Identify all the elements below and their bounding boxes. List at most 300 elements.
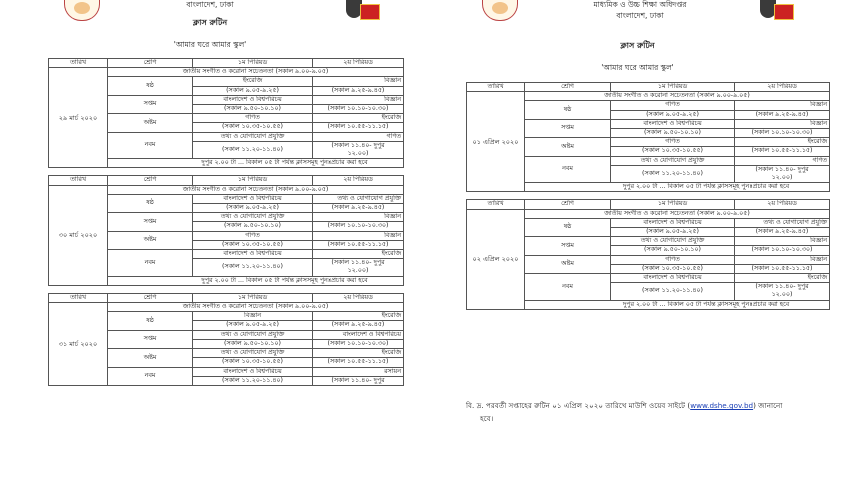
period1-time-text: (সকাল ১০.৩৫-১০.৫৫)	[642, 147, 703, 155]
period2-time	[313, 105, 404, 114]
period1-time	[611, 110, 735, 119]
page-title: ক্লাস রুটিন	[192, 18, 228, 27]
period1-subject	[193, 231, 313, 240]
period2-subject	[313, 250, 404, 259]
rebroadcast-note	[525, 300, 830, 309]
period2-time-cont: ১২.০০)	[771, 174, 793, 182]
column-header	[735, 83, 830, 92]
routine-table	[466, 82, 830, 310]
column-header-text: তারিখ	[70, 59, 86, 66]
column-header	[108, 59, 193, 68]
anthem-cell	[525, 92, 830, 101]
column-header-text: ২য় পিরিয়ড	[343, 293, 373, 301]
date-cell	[467, 92, 525, 192]
period1-time-text: (সকাল ১০.৩৫-১০.৫৫)	[222, 240, 283, 248]
class-cell	[525, 101, 611, 119]
page-subtitle: 'আমার ঘরে আমার স্কুল'	[601, 63, 674, 72]
period1-time	[611, 246, 735, 255]
class-cell-text: ষষ্ঠ	[563, 106, 572, 113]
period1-time-text: (সকাল ১১.২০-১১.৪০)	[222, 145, 283, 153]
period2-time-cont: ১২.০০)	[347, 267, 369, 275]
table-row	[467, 209, 830, 218]
period1-time	[193, 358, 313, 367]
rebroadcast-note-text: দুপুর ২.০০ টা ... বিকাল ০৫ টা পর্যন্ত ক্লাসসমূহ পুনঃপ্রচার করা হবে	[201, 159, 368, 167]
footnote-prefix: বি. দ্র. পরবর্তী সপ্তাহের রুটিন ০১ এপ্রিল ২০২০ তারিখে মাউশি ওয়েব সাইটে (	[466, 401, 691, 410]
period2-time-text: (সকাল ৯.২৫-৯.৪৫)	[755, 228, 809, 236]
period1-subject	[193, 250, 313, 259]
footnote-line-2: হবে।	[480, 414, 494, 423]
period2-subject	[313, 95, 404, 104]
period1-time-text: (সকাল ৯.০৫-৯.২৫)	[646, 110, 699, 118]
column-header	[193, 293, 313, 302]
period1-subject	[611, 138, 735, 147]
period2-time-text: (সকাল ১০.১০-১০.৩০)	[751, 129, 813, 137]
period1-subject	[193, 213, 313, 222]
period2-time-text: (সকাল ১১.৪০- দুপুর	[755, 165, 809, 173]
column-header	[467, 83, 525, 92]
period2-time-text: (সকাল ১০.১০-১০.৩০)	[327, 105, 389, 113]
header-line: বাংলাদেশ, ঢাকা	[186, 0, 234, 9]
column-header	[49, 293, 108, 302]
period2-subject	[313, 330, 404, 339]
table-header-row	[49, 59, 404, 68]
period2-time-text: (সকাল ১১.৪০- দুপুর	[331, 376, 385, 384]
period2-time	[313, 204, 404, 213]
routine-table	[48, 58, 404, 386]
period2-subject-text: ইংরেজি	[381, 250, 401, 258]
period1-time	[193, 105, 313, 114]
column-header-text: শ্রেণি	[561, 83, 574, 90]
class-cell	[525, 255, 611, 273]
class-cell-text: অষ্টম	[143, 236, 157, 244]
class-cell	[108, 194, 193, 212]
class-cell-text: সপ্তম	[143, 335, 157, 343]
period2-time-text: (সকাল ৯.২৫-৯.৪৫)	[331, 321, 385, 329]
period2-time-text: (সকাল ১১.৪০- দুপুর	[755, 283, 809, 291]
period2-time	[313, 259, 404, 276]
period1-subject-text: বাংলাদেশ ও বিশ্বপরিচয়	[223, 250, 282, 258]
period1-time	[193, 339, 313, 348]
period1-subject-text: বাংলাদেশ ও বিশ্বপরিচয়	[223, 367, 282, 375]
period1-time	[193, 204, 313, 213]
date-cell-text: ০২ এপ্রিল ২০২০	[472, 255, 519, 264]
rebroadcast-note-text: দুপুর ২.০০ টা ... বিকাল ০৫ টা পর্যন্ত ক্লাসসমূহ পুনঃপ্রচার করা হবে	[201, 276, 368, 284]
column-header-text: তারিখ	[70, 176, 86, 184]
portrait-icon	[756, 0, 792, 22]
period2-subject	[313, 349, 404, 358]
period1-subject	[193, 114, 313, 123]
period1-time-text: (সকাল ৯.৫০-১০.১০)	[644, 246, 701, 254]
column-header-text: তারিখ	[70, 293, 86, 301]
period1-subject	[193, 194, 313, 203]
period1-time-text: (সকাল ৯.৫০-১০.১০)	[644, 129, 701, 137]
period2-subject-text: রসায়ন	[384, 367, 401, 375]
period1-time-text: (সকাল ১১.২০-১১.৪০)	[222, 376, 283, 384]
column-header-text: ২য় পিরিয়ড	[767, 83, 797, 90]
column-header-text: ২য় পিরিয়ড	[343, 176, 373, 184]
anthem-cell-text: জাতীয় সংগীত ও করোনা সচেতনতা (সকাল ৯.০০-৯.০৫)	[182, 303, 329, 311]
period2-subject-text: ইংরেজি	[807, 274, 827, 282]
period2-time	[735, 246, 830, 255]
class-cell-text: ষষ্ঠ	[563, 223, 572, 231]
period1-subject-text: গণিত	[245, 114, 260, 122]
column-header	[108, 176, 193, 185]
table-row	[49, 68, 404, 77]
period2-time-text: (সকাল ৯.২৫-৯.৪৫)	[331, 204, 385, 212]
class-cell	[108, 367, 193, 385]
period2-time	[735, 110, 830, 119]
period2-subject-text: বিজ্ঞান	[384, 95, 401, 103]
period1-subject-text: বাংলাদেশ ও বিশ্বপরিচয়	[643, 218, 702, 226]
period2-subject	[735, 156, 830, 165]
period2-subject	[313, 114, 404, 123]
period1-subject	[193, 312, 313, 321]
period2-time-cont: ১২.০০)	[347, 150, 369, 158]
period2-subject	[735, 101, 830, 110]
period1-subject	[611, 119, 735, 128]
class-cell	[108, 349, 193, 367]
column-header-text: শ্রেণি	[561, 200, 574, 208]
period1-subject-text: তথ্য ও যোগাযোগ প্রযুক্তি	[220, 132, 285, 140]
period1-subject-text: তথ্য ও যোগাযোগ প্রযুক্তি	[220, 213, 285, 221]
table-header-row	[467, 200, 830, 209]
period1-subject	[193, 330, 313, 339]
period1-subject-text: তথ্য ও যোগাযোগ প্রযুক্তি	[220, 349, 285, 357]
class-cell-text: নবম	[562, 165, 573, 173]
class-cell	[525, 274, 611, 301]
class-cell	[108, 95, 193, 113]
table-row	[49, 185, 404, 194]
period1-subject-text: বাংলাদেশ ও বিশ্বপরিচয়	[223, 194, 282, 202]
period2-subject-text: গণিত	[812, 156, 827, 164]
period2-time-text: (সকাল ১০.৫৫-১১.১৫)	[751, 147, 813, 155]
period1-time-text: (সকাল ১০.৩৫-১০.৫৫)	[642, 264, 703, 272]
period1-time-text: (সকাল ১১.২০-১১.৪০)	[642, 287, 703, 295]
class-cell-text: অষ্টম	[143, 353, 157, 361]
period1-subject-text: বিজ্ঞান	[244, 312, 261, 320]
period1-subject	[193, 77, 313, 86]
period2-subject-text: বিজ্ঞান	[810, 255, 827, 263]
table-header-row	[49, 293, 404, 302]
period2-time-text: (সকাল ১০.৫৫-১১.১৫)	[751, 264, 813, 272]
period1-time-text: (সকাল ৯.০৫-৯.২৫)	[226, 321, 279, 329]
gap-cell	[467, 192, 830, 200]
class-cell	[525, 156, 611, 183]
block-gap	[49, 285, 404, 293]
anthem-cell	[108, 185, 404, 194]
period2-subject-text: বাংলাদেশ ও বিশ্বপরিচয়	[342, 330, 401, 338]
column-header	[193, 59, 313, 68]
period1-subject	[193, 367, 313, 376]
column-header-text: তারিখ	[487, 83, 504, 90]
anthem-cell	[525, 209, 830, 218]
period2-time	[735, 228, 830, 237]
class-cell	[525, 119, 611, 137]
rebroadcast-note	[108, 159, 404, 168]
period1-subject-text: গণিত	[245, 231, 260, 239]
period1-time	[193, 123, 313, 132]
period1-subject	[193, 349, 313, 358]
period2-time-text: (সকাল ১১.৪০- দুপুর	[331, 259, 385, 267]
column-header	[313, 293, 404, 302]
period2-time	[313, 321, 404, 330]
column-header	[525, 83, 611, 92]
period2-time-text: (সকাল ১০.৫৫-১১.১৫)	[327, 123, 389, 131]
period1-subject-text: গণিত	[665, 101, 680, 109]
period1-subject-text: বাংলাদেশ ও বিশ্বপরিচয়	[223, 95, 282, 103]
period2-subject	[735, 237, 830, 246]
period2-time-text: (সকাল ১০.১০-১০.৩০)	[327, 339, 389, 347]
rebroadcast-note	[108, 276, 404, 285]
block-gap	[49, 168, 404, 176]
date-cell	[49, 68, 108, 168]
column-header-text: ১ম পিরিয়ড	[657, 83, 688, 90]
anthem-cell-text: জাতীয় সংগীত ও করোনা সচেতনতা (সকাল ৯.০০-৯.০৫)	[182, 185, 329, 193]
column-header	[313, 59, 404, 68]
period1-subject	[193, 95, 313, 104]
period2-time	[735, 264, 830, 273]
footnote	[466, 399, 846, 425]
class-cell	[525, 237, 611, 255]
dshe-website-link[interactable]: www.dshe.gov.bd	[690, 401, 754, 410]
table-row	[467, 92, 830, 101]
class-cell	[108, 132, 193, 159]
class-cell	[525, 138, 611, 156]
date-cell	[49, 303, 108, 386]
dshe-logo-icon	[482, 0, 518, 21]
date-cell-text: ৩১ মার্চ ২০২০	[58, 339, 98, 348]
period1-time-text: (সকাল ১১.২০-১১.৪০)	[222, 263, 283, 271]
period2-time	[735, 147, 830, 156]
period2-subject-text: ইংরেজি	[381, 114, 401, 122]
period2-subject-text: বিজ্ঞান	[810, 237, 827, 245]
period2-time	[313, 141, 404, 158]
column-header-text: ১ম পিরিয়ড	[657, 200, 688, 208]
column-header-text: তারিখ	[487, 200, 504, 208]
period2-time	[735, 129, 830, 138]
period2-subject-text: বিজ্ঞান	[384, 213, 401, 221]
column-header	[49, 59, 108, 68]
period2-time	[735, 165, 830, 182]
period1-time-text: (সকাল ৯.০৫-৯.২৫)	[226, 204, 279, 212]
column-header	[193, 176, 313, 185]
period1-time-text: (সকাল ১১.২০-১১.৪০)	[642, 169, 703, 177]
period1-subject-text: তথ্য ও যোগাযোগ প্রযুক্তি	[220, 330, 285, 338]
period1-time-text: (সকাল ৯.৫০-১০.১০)	[224, 105, 281, 113]
column-header-text: ২য় পিরিয়ড	[343, 59, 373, 66]
period1-subject-text: ইংরেজি	[242, 77, 263, 85]
period1-subject-text: বাংলাদেশ ও বিশ্বপরিচয়	[643, 274, 702, 282]
anthem-cell	[108, 303, 404, 312]
gap-cell	[49, 285, 404, 293]
period2-subject-text: তথ্য ও যোগাযোগ প্রযুক্তি	[763, 218, 827, 226]
period2-time	[735, 283, 830, 300]
class-cell-text: নবম	[144, 141, 156, 149]
period2-subject-text: ইংরেজি	[807, 138, 827, 146]
period1-subject	[611, 255, 735, 264]
column-header	[313, 176, 404, 185]
period2-subject-text: বিজ্ঞান	[384, 231, 401, 239]
period1-time	[193, 376, 313, 385]
period1-time	[611, 283, 735, 300]
period1-subject-text: তথ্য ও যোগাযোগ প্রযুক্তি	[640, 237, 705, 245]
class-cell	[108, 330, 193, 348]
class-cell-text: নবম	[144, 258, 156, 266]
period2-time	[313, 376, 404, 385]
column-header-text: শ্রেণি	[143, 293, 157, 301]
period1-time-text: (সকাল ৯.০৫-৯.২৫)	[226, 86, 279, 94]
date-cell-text: ২৯ মার্চ ২০২০	[58, 113, 98, 122]
anthem-cell	[108, 68, 404, 77]
period2-subject	[735, 274, 830, 283]
period1-subject	[611, 156, 735, 165]
period1-subject	[611, 101, 735, 110]
period2-subject	[313, 312, 404, 321]
period2-subject	[313, 77, 404, 86]
anthem-cell-text: জাতীয় সংগীত ও করোনা সচেতনতা (সকাল ৯.০০-৯.০৫)	[604, 92, 750, 100]
period2-subject	[735, 119, 830, 128]
period2-subject	[735, 255, 830, 264]
column-header-text: ২য় পিরিয়ড	[767, 200, 797, 208]
period1-subject-text: বাংলাদেশ ও বিশ্বপরিচয়	[643, 119, 702, 127]
class-cell-text: সপ্তম	[143, 217, 157, 225]
period2-subject	[313, 213, 404, 222]
period2-time-text: (সকাল ৯.২৫-৯.৪৫)	[331, 86, 385, 94]
period1-time	[193, 141, 313, 158]
period2-time-text: (সকাল ১১.৪০- দুপুর	[331, 141, 385, 149]
footnote-suffix: ) জানানো	[753, 401, 783, 410]
column-header	[611, 83, 735, 92]
column-header	[467, 200, 525, 209]
period1-time	[611, 165, 735, 182]
class-cell	[108, 77, 193, 95]
period2-subject	[735, 218, 830, 227]
column-header	[525, 200, 611, 209]
period2-subject	[313, 194, 404, 203]
period2-time	[313, 339, 404, 348]
class-cell-text: নবম	[562, 282, 573, 290]
period2-subject	[313, 367, 404, 376]
period2-subject	[313, 132, 404, 141]
period1-time-text: (সকাল ৯.৫০-১০.১০)	[224, 339, 281, 347]
period1-subject	[611, 237, 735, 246]
period2-time-text: (সকাল ১০.৫৫-১১.১৫)	[327, 240, 389, 248]
class-cell	[108, 114, 193, 132]
class-cell-text: অষ্টম	[143, 118, 157, 126]
class-cell-text: অষ্টম	[561, 142, 574, 150]
period1-time-text: (সকাল ৯.৫০-১০.১০)	[224, 222, 281, 230]
period1-time-text: (সকাল ১০.৩৫-১০.৫৫)	[222, 358, 283, 366]
class-cell	[108, 231, 193, 249]
period1-subject	[611, 274, 735, 283]
column-header-text: ১ম পিরিয়ড	[237, 176, 268, 184]
class-cell	[108, 312, 193, 330]
period2-time-text: (সকাল ৯.২৫-৯.৪৫)	[755, 110, 809, 118]
rebroadcast-note-text: দুপুর ২.০০ টা ... বিকাল ০৫ টা পর্যন্ত ক্লাসসমূহ পুনঃপ্রচার করা হবে	[622, 300, 790, 308]
period1-time	[611, 228, 735, 237]
class-cell-text: সপ্তম	[143, 100, 157, 108]
class-cell	[108, 213, 193, 231]
period2-subject	[313, 231, 404, 240]
column-header	[735, 200, 830, 209]
table-header-row	[49, 176, 404, 185]
class-cell-text: নবম	[144, 372, 156, 380]
date-cell-text: ৩০ মার্চ ২০২০	[58, 231, 98, 240]
period1-time	[611, 264, 735, 273]
class-cell-text: অষ্টম	[561, 260, 574, 268]
period1-time	[193, 86, 313, 95]
date-cell-text: ০১ এপ্রিল ২০২০	[472, 137, 519, 146]
column-header-text: ১ম পিরিয়ড	[237, 59, 268, 66]
period2-subject-text: ইংরেজি	[381, 349, 401, 357]
class-cell-text: সপ্তম	[561, 241, 574, 249]
class-cell	[525, 218, 611, 236]
class-cell-text: ষষ্ঠ	[146, 82, 154, 89]
table-header-row	[467, 83, 830, 92]
column-header-text: শ্রেণি	[143, 176, 157, 184]
column-header	[49, 176, 108, 185]
anthem-cell-text: জাতীয় সংগীত ও করোনা সচেতনতা (সকাল ৯.০০-৯.০৫)	[182, 68, 329, 76]
period2-subject-text: বিজ্ঞান	[810, 101, 827, 109]
table-row	[49, 303, 404, 312]
column-header-text: ১ম পিরিয়ড	[237, 293, 268, 301]
column-header-text: শ্রেণি	[143, 59, 157, 66]
class-cell	[108, 250, 193, 277]
period2-time	[313, 86, 404, 95]
period2-time	[313, 358, 404, 367]
period1-time	[611, 147, 735, 156]
period2-time-text: (সকাল ১০.১০-১০.৩০)	[327, 222, 389, 230]
period2-subject-text: ইংরেজি	[381, 312, 401, 320]
period1-subject-text: তথ্য ও যোগাযোগ প্রযুক্তি	[640, 156, 705, 164]
rebroadcast-note	[525, 183, 830, 192]
block-gap	[467, 192, 830, 200]
page-title: ক্লাস রুটিন	[620, 41, 655, 50]
period1-time	[193, 321, 313, 330]
class-cell-text: সপ্তম	[561, 124, 574, 132]
date-cell	[49, 185, 108, 285]
column-header	[108, 293, 193, 302]
rebroadcast-note-text: দুপুর ২.০০ টা ... বিকাল ০৫ টা পর্যন্ত ক্লাসসমূহ পুনঃপ্রচার করা হবে	[622, 183, 790, 191]
period1-time-text: (সকাল ১০.৩৫-১০.৫৫)	[222, 123, 283, 131]
header-line-1: মাধ্যমিক ও উচ্চ শিক্ষা অধিদপ্তর	[593, 0, 687, 9]
class-cell-text: ষষ্ঠ	[146, 199, 154, 207]
page-subtitle: 'আমার ঘরে আমার স্কুল'	[173, 40, 247, 49]
period2-subject-text: বিজ্ঞান	[384, 77, 401, 85]
period1-time-text: (সকাল ৯.০৫-৯.২৫)	[646, 228, 699, 236]
period1-subject	[193, 132, 313, 141]
period1-subject	[611, 218, 735, 227]
period1-time	[611, 129, 735, 138]
period2-time-text: (সকাল ১০.১০-১০.৩০)	[751, 246, 813, 254]
period1-subject-text: গণিত	[665, 255, 680, 263]
column-header	[611, 200, 735, 209]
header-line-2: বাংলাদেশ, ঢাকা	[616, 11, 664, 20]
period1-subject-text: গণিত	[665, 138, 680, 146]
period2-time-cont: ১২.০০)	[771, 291, 793, 299]
period2-time	[313, 240, 404, 249]
anthem-cell-text: জাতীয় সংগীত ও করোনা সচেতনতা (সকাল ৯.০০-৯.০৫)	[604, 209, 750, 217]
period2-time	[313, 123, 404, 132]
gap-cell	[49, 168, 404, 176]
period1-time	[193, 222, 313, 231]
period2-subject-text: তথ্য ও যোগাযোগ প্রযুক্তি	[337, 194, 401, 202]
period1-time	[193, 259, 313, 276]
date-cell	[467, 209, 525, 309]
period2-subject-text: গণিত	[386, 132, 401, 140]
class-cell-text: ষষ্ঠ	[146, 316, 154, 324]
period2-time	[313, 222, 404, 231]
